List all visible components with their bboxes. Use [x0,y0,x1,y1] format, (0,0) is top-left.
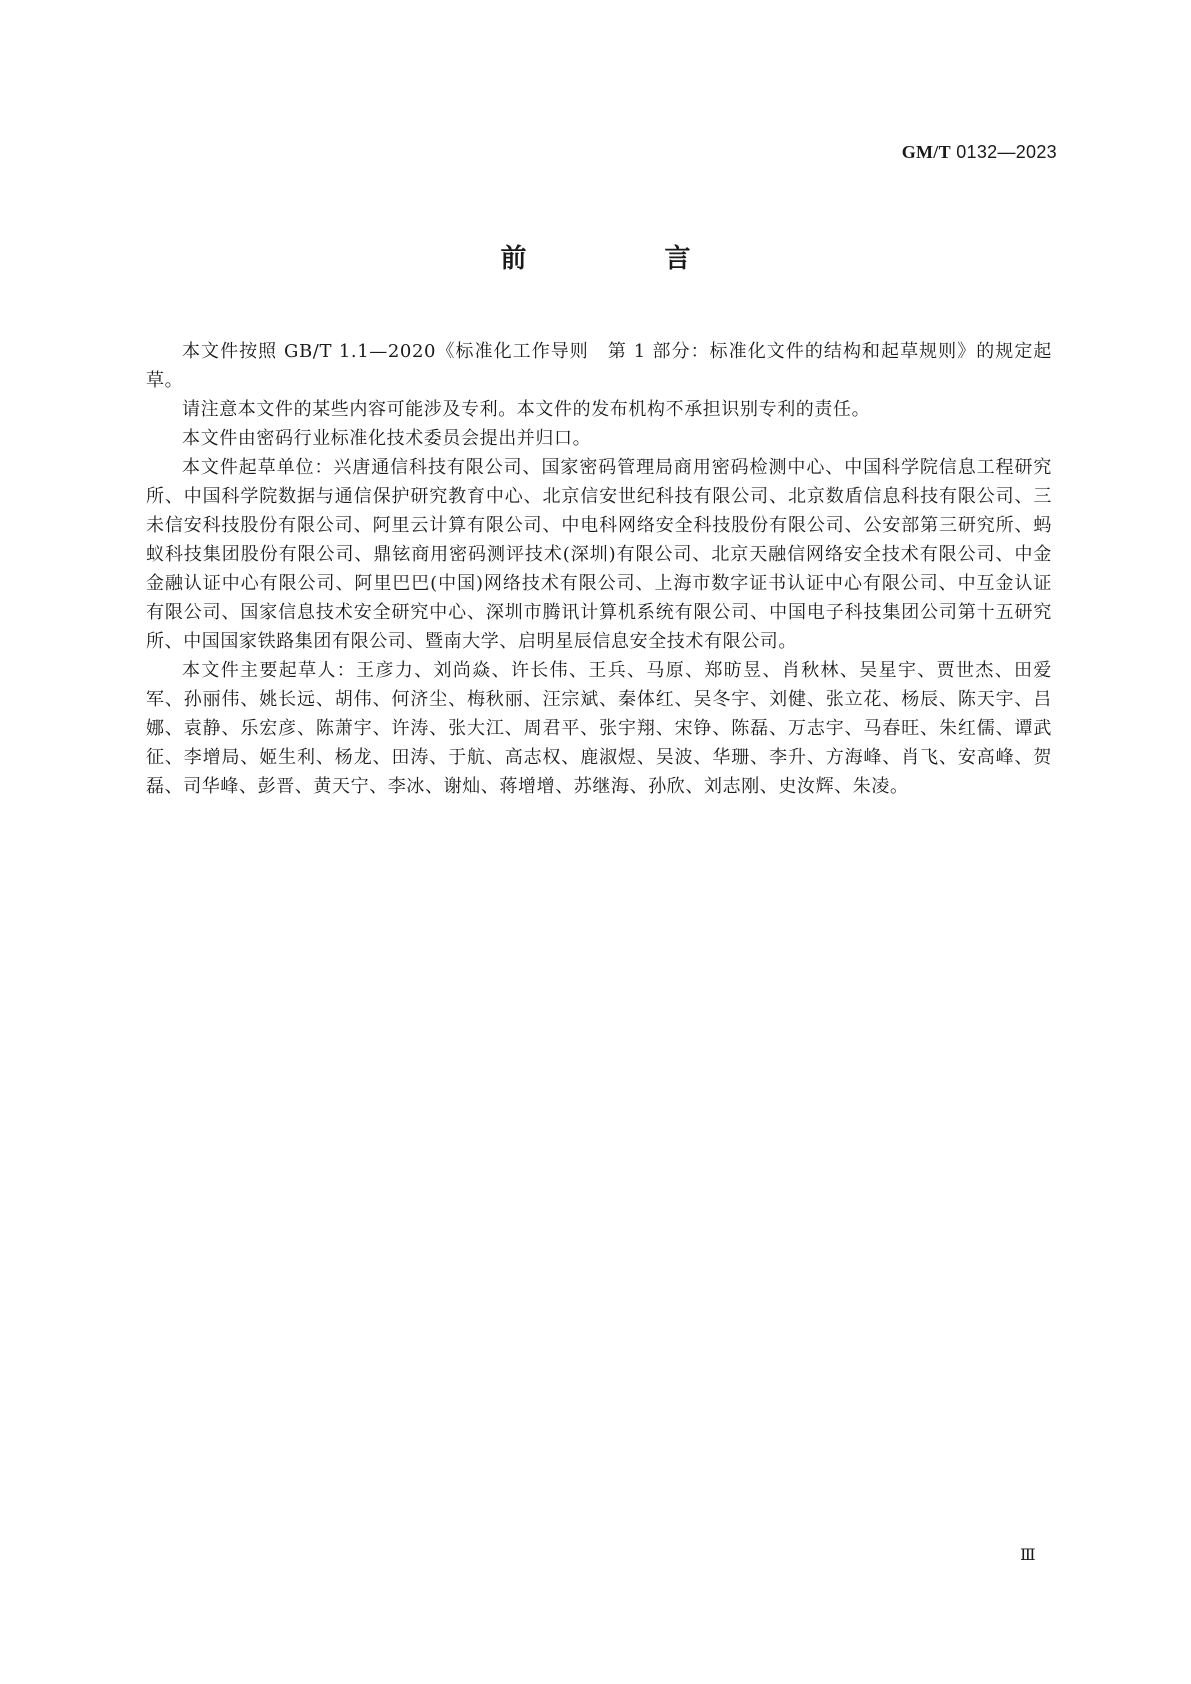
paragraph-drafters: 本文件主要起草人：王彦力、刘尚焱、许长伟、王兵、马原、郑昉昱、肖秋林、吴星宇、贾世杰、田爱军、孙丽伟、姚长远、胡伟、何济尘、梅秋丽、汪宗斌、秦体红、吴冬宇、刘健、张立花、杨辰、陈天宇、吕娜、袁静、乐宏彦、陈萧宇、许涛、张大江、周君平、张宇翔、宋铮、陈磊、万志宇、马春旺、朱红儒、谭武征、李增局、姬生利、杨龙、田涛、于航、高志权、鹿淑煜、吴波、华珊、李升、方海峰、肖飞、安高峰、贺磊、司华峰、彭晋、黄天宁、李冰、谢灿、蒋增增、苏继海、孙欣、刘志刚、史汝辉、朱凌。 [146,660,1052,797]
paragraph-patent-notice: 请注意本文件的某些内容可能涉及专利。本文件的发布机构不承担识别专利的责任。 [182,399,871,420]
standard-year-number: 0132—2023 [956,142,1057,162]
standard-code: GM/T [901,142,951,162]
foreword-body [146,337,1052,801]
paragraph-drafting-rules: 本文件按照 GB/T 1.1—2020《标准化工作导则 第 1 部分：标准化文件的结构和起草规则》的规定起草。 [146,341,1052,391]
standard-number [902,142,1057,163]
page-title: 前 言 [500,244,747,274]
paragraph-drafting-units: 本文件起草单位：兴唐通信科技有限公司、国家密码管理局商用密码检测中心、中国科学院信息工程研究所、中国科学院数据与通信保护研究教育中心、北京信安世纪科技有限公司、北京数盾信息科技有限公司、三未信安科技股份有限公司、阿里云计算有限公司、中电科网络安全科技股份有限公司、公安部第三研究所、蚂蚁科技集团股份有限公司、鼎铉商用密码测评技术(深圳)有限公司、北京天融信网络安全技术有限公司、中金金融认证中心有限公司、阿里巴巴(中国)网络技术有限公司、上海市数字证书认证中心有限公司、中互金认证有限公司、国家信息技术安全研究中心、深圳市腾讯计算机系统有限公司、中国电子科技集团公司第十五研究所、中国国家铁路集团有限公司、暨南大学、启明星辰信息安全技术有限公司。 [146,457,1052,652]
page-number: Ⅲ [1020,1547,1035,1564]
paragraph-proposer: 本文件由密码行业标准化技术委员会提出并归口。 [182,428,592,449]
